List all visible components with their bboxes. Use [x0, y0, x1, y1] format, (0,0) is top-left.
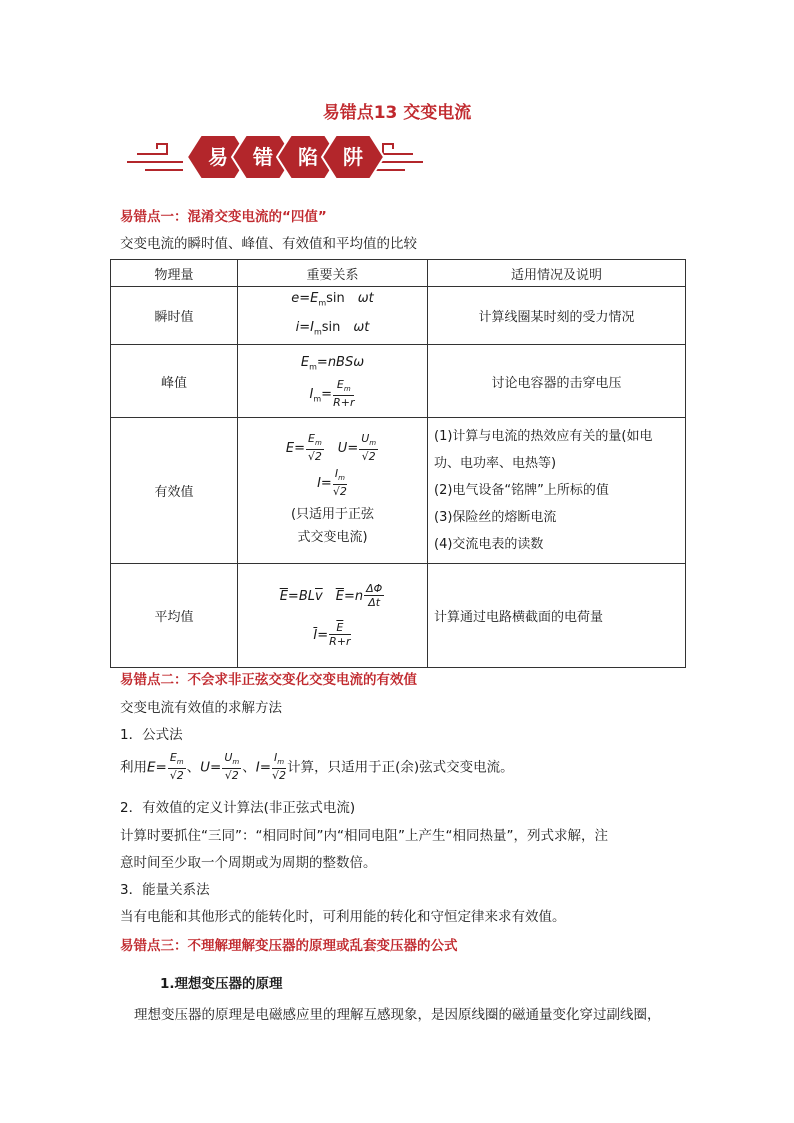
comparison-table — [110, 259, 686, 668]
table-row — [111, 564, 686, 668]
method1-text: 利用E= $\frac{E_m}{√2}$ 、U= $\frac{U_m}{√2}$ 、I= $\frac{I_m}{√2}$ 计算，只适用于正(余)弦式交变电流。 — [120, 751, 514, 783]
section2-heading: 易错点二：不会求非正弦交变化交变电流的有效值 — [120, 672, 417, 688]
method1-title: 1．公式法 — [120, 727, 183, 743]
banner-char-3: 陷 — [298, 147, 318, 169]
trap-banner — [125, 130, 425, 184]
row-notes: 计算线圈某时刻的受力情况 — [428, 287, 686, 345]
method3-text: 当有电能和其他形式的能转化时，可利用能的转化和守恒定律来求有效值。 — [120, 909, 566, 925]
banner-deco-left — [127, 144, 183, 170]
banner-char-4: 阱 — [343, 147, 363, 169]
table-row — [111, 287, 686, 345]
row-name: 有效值 — [111, 418, 238, 564]
section2-intro: 交变电流有效值的求解方法 — [120, 700, 282, 716]
row-relations: $E_m=nBS\omega$ $I_m=$ $\frac{E_m}{R+r}$ — [238, 345, 428, 418]
header-quantity: 物理量 — [111, 260, 238, 287]
row-relations: $\overline{E}=BL\overline{v}$ $\overline{E}=n$ $\frac{\Delta\Phi}{\Delta t}$ $\overline{I}=$ $\frac{\overline{E}}{R+r}$ — [238, 564, 428, 668]
section1-heading: 易错点一：混淆交变电流的“四值” — [120, 209, 327, 225]
section3-text: 理想变压器的原理是电磁感应里的理解互感现象，是因原线圈的磁通量变化穿过副线圈， — [134, 1007, 661, 1023]
method2-title: 2．有效值的定义计算法(非正弦式电流) — [120, 800, 356, 816]
table-header-row — [111, 260, 686, 287]
row-name: 平均值 — [111, 564, 238, 668]
header-notes: 适用情况及说明 — [428, 260, 686, 287]
method2-line2: 意时间至少取一个周期或为周期的整数倍。 — [120, 855, 377, 871]
row-notes: (1)计算与电流的热效应有关的量(如电 功、电功率、电热等) (2)电气设备“铭牌”上所标的值 (3)保险丝的熔断电流 (4)交流电表的读数 — [428, 418, 686, 564]
banner-char-1: 易 — [208, 147, 228, 169]
method3-title: 3．能量关系法 — [120, 882, 210, 898]
banner-char-2: 错 — [253, 147, 273, 169]
table-row — [111, 345, 686, 418]
row-relations: E= $\frac{E_m}{√2}$ U= $\frac{U_m}{√2}$ I= $\frac{I_m}{√2}$ (只适用于正弦 式交变电流) — [238, 418, 428, 564]
row-name: 瞬时值 — [111, 287, 238, 345]
table-row — [111, 418, 686, 564]
section3-heading: 易错点三：不理解理解变压器的原理或乱套变压器的公式 — [120, 938, 458, 954]
method2-line1: 计算时要抓住“三同”：“相同时间”内“相同电阻”上产生“相同热量”，列式求解，注 — [120, 828, 608, 844]
page-title: 易错点13 交变电流 — [322, 103, 472, 123]
section3-subtitle: 1.理想变压器的原理 — [160, 976, 283, 992]
row-notes: 讨论电容器的击穿电压 — [428, 345, 686, 418]
row-name: 峰值 — [111, 345, 238, 418]
header-relation: 重要关系 — [238, 260, 428, 287]
row-relations: $e=E_m\sin$ ωt $i=I_m\sin$ ωt — [238, 287, 428, 345]
row-notes: 计算通过电路横截面的电荷量 — [428, 564, 686, 668]
section1-intro: 交变电流的瞬时值、峰值、有效值和平均值的比较 — [120, 236, 417, 252]
